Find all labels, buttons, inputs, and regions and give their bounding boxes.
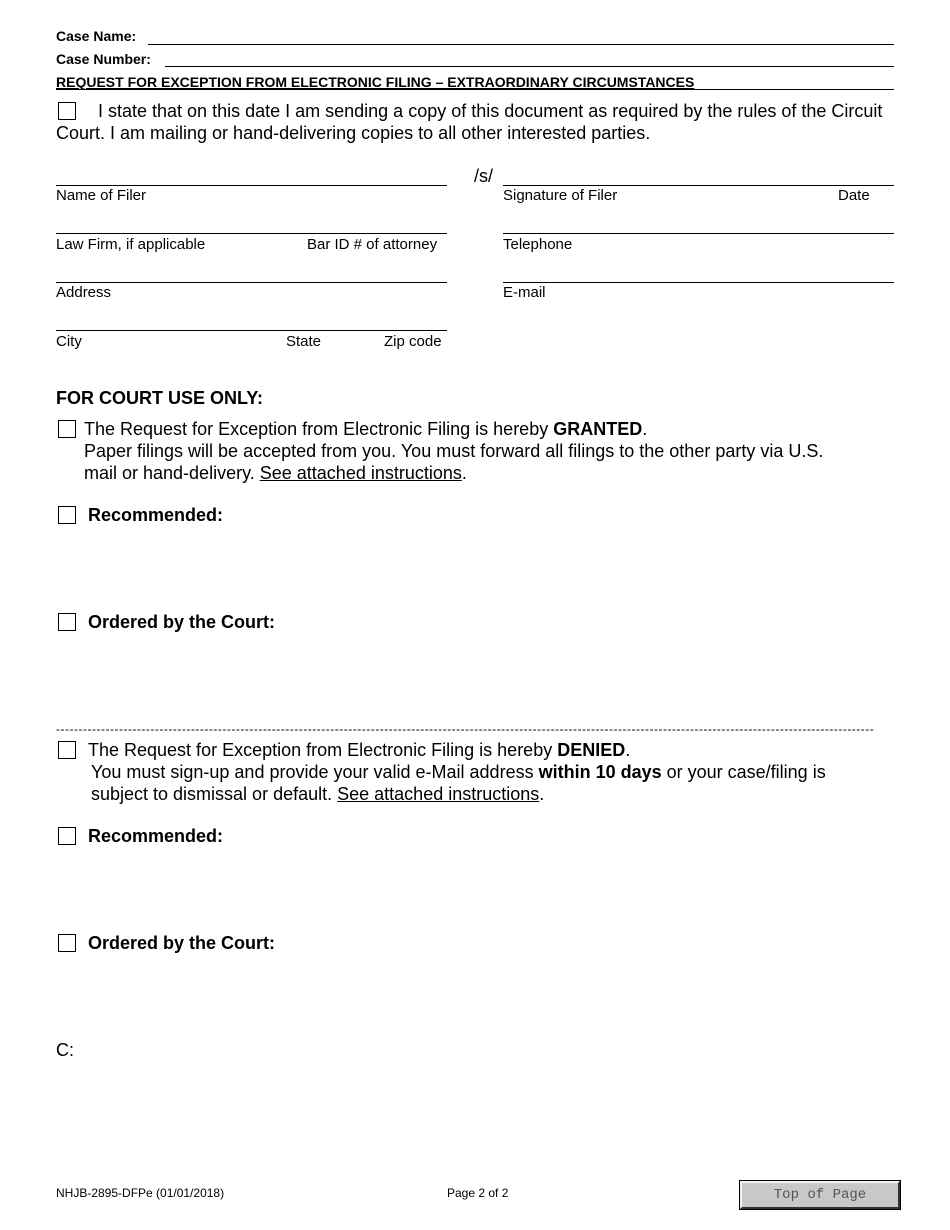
title-rule [56,89,894,90]
email-label: E-mail [503,284,546,301]
denied-ordered-checkbox[interactable] [58,934,76,952]
granted-line-2: Paper filings will be accepted from you. You must forward all filings to the other party via U.S. [84,441,824,461]
signature-of-filer-label: Signature of Filer [503,187,618,204]
granted-checkbox[interactable] [58,420,76,438]
name-of-filer-label: Name of Filer [56,187,147,204]
cc-label: C: [56,1040,74,1060]
date-label: Date [838,187,870,204]
law-firm-label: Law Firm, if applicable [56,236,206,253]
address-line[interactable] [56,282,447,283]
law-firm-line[interactable] [56,233,447,234]
city-state-zip-line[interactable] [56,330,447,331]
case-number-label: Case Number: [56,51,151,67]
email-line[interactable] [503,282,894,283]
denied-text [88,739,896,805]
denied-line-3: subject to dismissal or default. See attached instructions. [91,784,545,804]
granted-line-1: The Request for Exception from Electronic Filing is hereby GRANTED. [84,419,648,439]
certification-text: I state that on this date I am sending a copy of this document as required by the rules of the Circuit Court. I am mailing or hand-delivering copies to all other interested parties. [56,101,883,143]
granted-recommended-label: Recommended: [88,505,224,525]
denied-instructions-link[interactable]: See attached instructions [337,784,540,804]
name-of-filer-line[interactable] [56,185,447,186]
form-title: REQUEST FOR EXCEPTION FROM ELECTRONIC FILING – EXTRAORDINARY CIRCUMSTANCES [56,74,695,90]
section-separator: -------------------------------------------------------------------------------------------------------------------------------------------------------------------------------------- [56,722,875,736]
granted-recommended-checkbox[interactable] [58,506,76,524]
telephone-label: Telephone [503,236,573,253]
bar-id-label: Bar ID # of attorney [307,236,438,253]
case-number-line[interactable] [165,66,894,67]
signature-prefix: /s/ [474,166,494,186]
denied-line-2: You must sign-up and provide your valid e-Mail address within 10 days or your case/filing is [91,762,826,782]
granted-ordered-label: Ordered by the Court: [88,612,276,632]
state-label: State [286,333,322,350]
address-label: Address [56,284,112,301]
granted-ordered-checkbox[interactable] [58,613,76,631]
form-id: NHJB-2895-DFPe (01/01/2018) [56,1186,225,1200]
granted-instructions-link[interactable]: See attached instructions [259,463,462,483]
zip-code-label: Zip code [384,333,442,350]
denied-line-1: The Request for Exception from Electronic Filing is hereby DENIED. [88,740,631,760]
top-of-page-button[interactable]: Top of Page [740,1181,900,1209]
signature-line[interactable] [503,185,894,186]
denied-recommended-label: Recommended: [88,826,224,846]
granted-text [84,418,896,484]
denied-recommended-checkbox[interactable] [58,827,76,845]
granted-line-3: mail or hand-delivery. See attached instructions. [84,463,467,483]
telephone-line[interactable] [503,233,894,234]
denied-ordered-label: Ordered by the Court: [88,933,276,953]
page-number: Page 2 of 2 [447,1186,509,1200]
denied-checkbox[interactable] [58,741,76,759]
case-name-label: Case Name: [56,28,137,44]
case-name-line[interactable] [148,44,894,45]
court-use-heading: FOR COURT USE ONLY: [56,388,264,408]
city-label: City [56,333,82,350]
